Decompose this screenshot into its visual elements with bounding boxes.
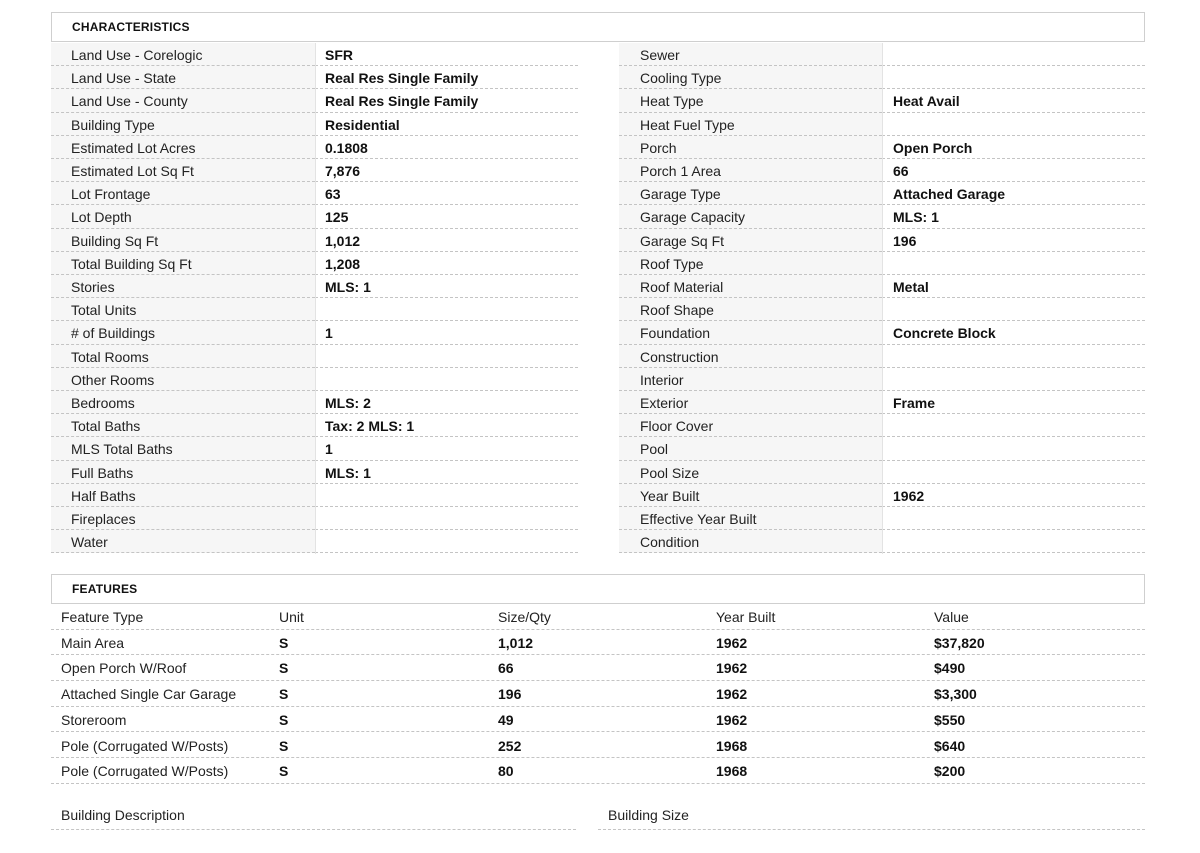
table-cell: Main Area — [61, 634, 125, 651]
right-label: Garage Capacity — [640, 209, 746, 226]
characteristics-row — [51, 252, 1145, 275]
features-header-row — [51, 604, 1145, 630]
table-cell: $3,300 — [934, 686, 977, 703]
table-row — [51, 681, 1145, 707]
right-value: Attached Garage — [893, 186, 1006, 203]
left-label: Lot Frontage — [71, 186, 151, 203]
table-cell: S — [279, 634, 289, 651]
left-value: Real Res Single Family — [325, 93, 479, 110]
left-label: Building Sq Ft — [71, 232, 159, 249]
left-label: Estimated Lot Acres — [71, 139, 196, 156]
table-cell: Pole (Corrugated W/Posts) — [61, 763, 229, 780]
left-label: Total Building Sq Ft — [71, 255, 192, 272]
left-label: Total Rooms — [71, 348, 149, 365]
characteristics-row — [51, 182, 1145, 205]
column-header: Unit — [279, 609, 304, 625]
right-label: Floor Cover — [640, 418, 714, 435]
right-label: Foundation — [640, 325, 711, 342]
right-label: Heat Fuel Type — [640, 116, 735, 133]
divider — [315, 552, 578, 553]
table-cell: 1,012 — [498, 634, 534, 651]
left-label: Land Use - Corelogic — [71, 47, 203, 63]
left-value: 1 — [325, 325, 333, 342]
left-value: Residential — [325, 116, 400, 133]
characteristics-row — [51, 368, 1145, 391]
table-cell: Pole (Corrugated W/Posts) — [61, 737, 229, 754]
right-label: Interior — [640, 371, 684, 388]
table-cell: Open Porch W/Roof — [61, 660, 187, 677]
characteristics-row — [51, 136, 1145, 159]
right-label: Exterior — [640, 395, 689, 411]
table-cell: 1962 — [716, 711, 748, 728]
characteristics-row — [51, 89, 1145, 112]
column-header: Value — [934, 609, 969, 625]
table-cell: 1962 — [716, 686, 748, 703]
characteristics-header — [51, 12, 1145, 42]
characteristics-row — [51, 507, 1145, 530]
table-row — [51, 707, 1145, 733]
left-value: SFR — [325, 47, 353, 63]
right-label: Year Built — [640, 487, 700, 504]
left-value: MLS: 2 — [325, 395, 371, 411]
left-value: 7,876 — [325, 163, 361, 179]
table-cell: $550 — [934, 711, 966, 728]
table-cell: 252 — [498, 737, 522, 754]
characteristics-row — [51, 66, 1145, 89]
building-description-label: Building Description — [61, 807, 185, 823]
right-label: Garage Sq Ft — [640, 232, 725, 249]
right-value: MLS: 1 — [893, 209, 939, 226]
right-label: Pool — [640, 441, 669, 458]
table-cell: 66 — [498, 660, 514, 677]
left-label: MLS Total Baths — [71, 441, 173, 458]
table-row — [51, 655, 1145, 681]
divider — [598, 829, 1145, 830]
characteristics-row — [51, 414, 1145, 437]
table-cell: 1962 — [716, 634, 748, 651]
left-value: 63 — [325, 186, 341, 203]
characteristics-title: CHARACTERISTICS — [72, 20, 190, 34]
characteristics-row — [51, 113, 1145, 136]
right-value: Frame — [893, 395, 936, 411]
characteristics-row — [51, 43, 1145, 66]
left-label: Fireplaces — [71, 511, 136, 527]
table-row — [51, 733, 1145, 759]
building-size-label: Building Size — [608, 807, 689, 823]
left-label: Land Use - County — [71, 93, 188, 110]
features-title: FEATURES — [72, 582, 138, 596]
divider — [619, 552, 882, 553]
column-separator — [315, 43, 316, 554]
table-cell: 1968 — [716, 737, 748, 754]
table-cell: $490 — [934, 660, 966, 677]
characteristics-row — [51, 275, 1145, 298]
left-label: Estimated Lot Sq Ft — [71, 163, 194, 179]
characteristics-row — [51, 345, 1145, 368]
right-label: Roof Shape — [640, 302, 714, 319]
left-value: 125 — [325, 209, 349, 226]
table-cell: S — [279, 763, 289, 780]
table-cell: S — [279, 711, 289, 728]
right-label: Condition — [640, 534, 700, 551]
features-header — [51, 574, 1145, 604]
right-label: Pool Size — [640, 464, 700, 481]
right-value: Concrete Block — [893, 325, 996, 342]
right-value: 1962 — [893, 487, 925, 504]
right-label: Cooling Type — [640, 70, 722, 87]
right-value: Open Porch — [893, 139, 973, 156]
table-cell: S — [279, 686, 289, 703]
right-label: Heat Type — [640, 93, 704, 110]
divider — [51, 552, 315, 553]
left-label: Full Baths — [71, 464, 134, 481]
table-cell: $640 — [934, 737, 966, 754]
right-label: Sewer — [640, 47, 680, 63]
left-label: Total Units — [71, 302, 137, 319]
left-label: Water — [71, 534, 108, 551]
table-cell: Attached Single Car Garage — [61, 686, 237, 703]
left-label: Half Baths — [71, 487, 136, 504]
right-label: Garage Type — [640, 186, 721, 203]
characteristics-row — [51, 159, 1145, 182]
characteristics-row — [51, 461, 1145, 484]
left-label: Land Use - State — [71, 70, 177, 87]
left-label: Building Type — [71, 116, 155, 133]
right-label: Effective Year Built — [640, 511, 757, 527]
right-value: 66 — [893, 163, 909, 179]
left-value: 1,208 — [325, 255, 361, 272]
right-label: Roof Material — [640, 279, 724, 295]
characteristics-row — [51, 205, 1145, 228]
table-cell: 196 — [498, 686, 522, 703]
table-cell: Storeroom — [61, 711, 127, 728]
left-value: 1,012 — [325, 232, 361, 249]
left-label: Stories — [71, 279, 115, 295]
characteristics-row — [51, 229, 1145, 252]
table-cell: 80 — [498, 763, 514, 780]
right-value: Metal — [893, 279, 929, 295]
table-cell: 49 — [498, 711, 514, 728]
column-header: Feature Type — [61, 609, 144, 625]
left-label: Lot Depth — [71, 209, 132, 226]
table-cell: 1968 — [716, 763, 748, 780]
left-value: MLS: 1 — [325, 279, 371, 295]
right-label: Porch — [640, 139, 677, 156]
table-cell: $37,820 — [934, 634, 985, 651]
left-value: Real Res Single Family — [325, 70, 479, 87]
characteristics-row — [51, 484, 1145, 507]
characteristics-row — [51, 298, 1145, 321]
column-header: Year Built — [716, 609, 776, 625]
table-cell: 1962 — [716, 660, 748, 677]
building-row — [51, 804, 1145, 830]
table-row — [51, 758, 1145, 784]
right-label: Construction — [640, 348, 719, 365]
left-label: Other Rooms — [71, 371, 155, 388]
left-label: Total Baths — [71, 418, 141, 435]
table-cell: $200 — [934, 763, 966, 780]
left-value: 1 — [325, 441, 333, 458]
divider — [51, 783, 1145, 784]
characteristics-row — [51, 391, 1145, 414]
characteristics-row — [51, 530, 1145, 553]
table-cell: S — [279, 660, 289, 677]
column-separator — [882, 43, 883, 554]
characteristics-row — [51, 321, 1145, 344]
left-value: MLS: 1 — [325, 464, 371, 481]
characteristics-row — [51, 437, 1145, 460]
right-label: Porch 1 Area — [640, 163, 721, 179]
column-header: Size/Qty — [498, 609, 551, 625]
left-label: # of Buildings — [71, 325, 156, 342]
right-value: Heat Avail — [893, 93, 960, 110]
divider — [51, 829, 576, 830]
table-cell: S — [279, 737, 289, 754]
right-label: Roof Type — [640, 255, 704, 272]
left-value: 0.1808 — [325, 139, 368, 156]
table-row — [51, 630, 1145, 656]
left-value: Tax: 2 MLS: 1 — [325, 418, 415, 435]
right-value: 196 — [893, 232, 917, 249]
divider — [882, 552, 1145, 553]
left-label: Bedrooms — [71, 395, 135, 411]
